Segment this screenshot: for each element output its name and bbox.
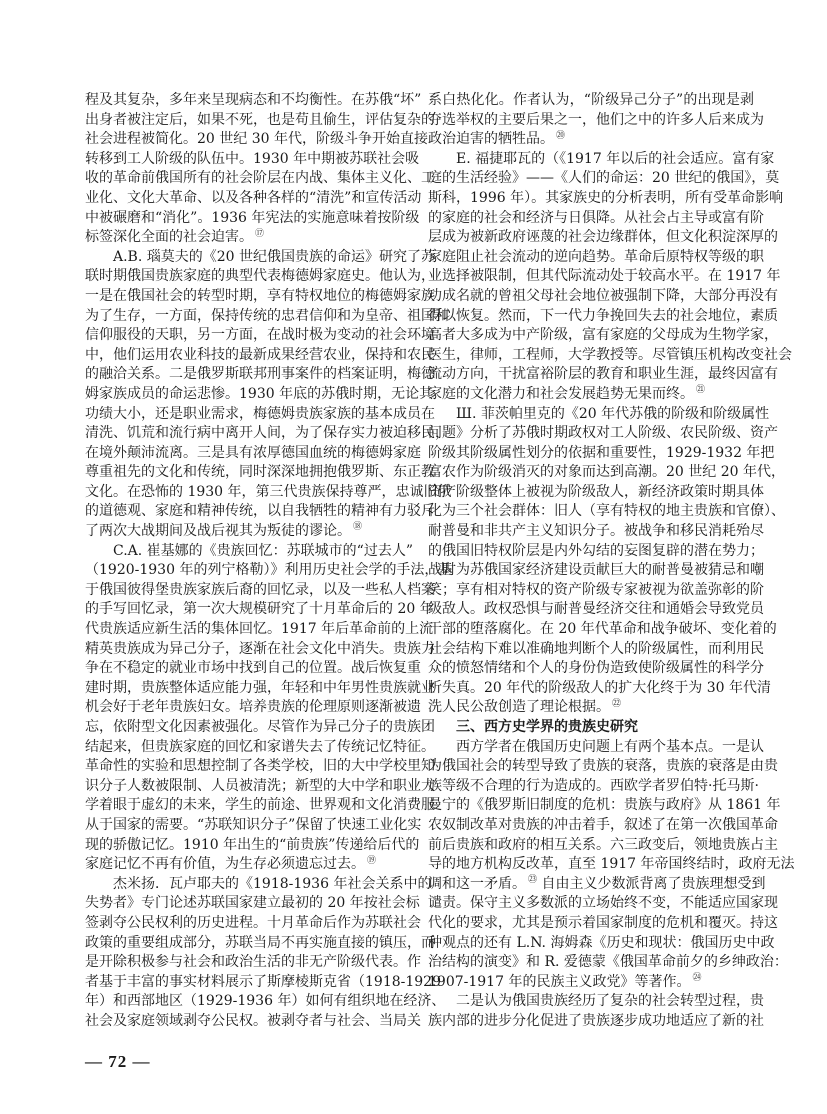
line-text: 标签深化全面的社会迫害。: [85, 229, 253, 246]
line-text: 是开除积极参与社会和政治生活的非无产阶级代表。作: [85, 954, 421, 971]
line-text: 尊重祖先的文化和传统，同时深深地拥抱俄罗斯、东正教: [85, 464, 435, 481]
left-column: [85, 91, 453, 1032]
line-text: 得以恢复。然而，下一代力争挽回失去的社会地位，素质: [428, 307, 778, 324]
text-line: [85, 463, 435, 483]
footnote-marker: ㉔: [692, 973, 702, 984]
text-line: [428, 346, 792, 366]
line-text: 农奴制改革对贵族的冲击着手，叙述了在第一次俄国革命: [428, 816, 778, 833]
text-line: [85, 248, 436, 268]
text-line: [85, 816, 422, 836]
line-text: 杰米扬．瓦卢耶夫的《1918-1936 年社会关系中的: [113, 875, 432, 892]
text-line: [428, 855, 795, 875]
text-line: [85, 169, 435, 189]
text-line: [428, 738, 764, 758]
text-line: [428, 914, 778, 934]
text-line: [85, 561, 453, 581]
text-line: [85, 424, 449, 444]
line-text: 导的地方机构反改革，直至 1917 年帝国终结时，政府无法: [428, 856, 795, 873]
text-line: [85, 502, 435, 522]
text-line: [428, 934, 775, 954]
text-line: [428, 130, 754, 150]
line-text: 笑；享有相对特权的资产阶级专家被视为欲盖弥彰的阶: [428, 581, 764, 598]
text-line: [428, 718, 754, 738]
line-text: 西方学者在俄国历史问题上有两个基本点。一是认: [456, 738, 764, 755]
line-text: 社会结构下难以准确地判断个人的阶级属性，而利用民: [428, 640, 764, 657]
text-line: [85, 953, 421, 973]
text-line: [428, 326, 778, 346]
line-text: 文化。在恐怖的 1930 年，第三代贵族保持尊严，忠诚旧俄: [85, 483, 452, 500]
line-text: 医生，律师，工程师，大学教授等。尽管镇压机构改变社会: [428, 346, 792, 363]
text-line: [428, 267, 781, 287]
line-text: 为了生存，一方面，保持传统的忠君信仰和为皇帝、祖国和: [85, 307, 449, 324]
line-text: 的俄国旧特权阶层是内外勾结的妄图复辟的潜在势力；: [428, 542, 764, 559]
text-line: [85, 640, 435, 660]
line-text: 自由主义少数派背离了贵族理想受到: [541, 875, 766, 892]
text-line: [85, 385, 434, 405]
footnote-marker: ⑳: [556, 130, 566, 141]
footnote-marker: ⑱: [353, 522, 363, 533]
line-text: 众的愤怒情绪和个人的身份伪造致使阶级属性的科学分: [428, 660, 764, 677]
footnote-marker: ㉓: [528, 875, 538, 886]
text-line: [428, 698, 754, 718]
line-text: 斯科，1996 年）。其家族史的分析表明，所有受革命影响: [428, 189, 784, 206]
text-line: [428, 228, 778, 248]
line-text: 高者大多成为中产阶级，富有家庭的父母成为生物学家，: [428, 327, 778, 344]
line-text: 失势者》专门论述苏联国家建立最初的 20 年按社会标: [85, 895, 420, 912]
line-text: 社会进程被简化。20 世纪 30 年代，阶级斗争开始直接: [85, 131, 428, 148]
text-line: [85, 189, 422, 209]
text-line: [85, 209, 420, 229]
text-line: [85, 365, 435, 385]
line-text: 功绩大小，还是职业需求，梅德姆贵族家族的基本成员在: [85, 405, 435, 422]
text-line: [428, 953, 788, 973]
line-text: 清洗、饥荒和流行病中离开人间，为了保存实力被迫移民，: [85, 425, 449, 442]
line-text: 前后贵族和政府的相互关系。六三政变后，领地贵族占主: [428, 836, 778, 853]
text-line: [428, 640, 764, 660]
text-line: [428, 1012, 764, 1032]
line-text: 收的革命前俄国所有的社会阶层在内战、集体主义化、工: [85, 170, 435, 187]
line-text: A.B. 瑙莫夫的《20 世纪俄国贵族的命运》研究了苏: [113, 248, 436, 265]
line-text: 家庭记忆不再有价值，为生存必须遗忘过去。: [85, 856, 365, 873]
paragraph: [428, 738, 795, 993]
footnote-marker: ⑰: [255, 228, 265, 239]
text-line: [85, 679, 435, 699]
text-line: [428, 600, 764, 620]
line-text: 的家庭的社会和经济与日俱降。从社会占主导或富有阶: [428, 209, 764, 226]
text-line: [428, 287, 778, 307]
line-text: 一是在俄国社会的转型时期，享有特权地位的梅德姆家族: [85, 287, 435, 304]
text-line: [428, 483, 764, 503]
text-line: [85, 444, 421, 464]
text-line: [85, 698, 421, 718]
paragraph: [428, 405, 785, 719]
line-text: 中被碾磨和“消化”。1936 年宪法的实施意味着按阶级: [85, 209, 420, 226]
text-line: [428, 463, 785, 483]
paragraph: [85, 542, 453, 875]
text-line: [85, 777, 435, 797]
text-line: [428, 111, 764, 131]
text-line: [85, 620, 434, 640]
line-text: 干部的堕落腐化。在 20 年代革命和战争破坏、变化着的: [428, 621, 777, 638]
line-text: 出身者被注定后，如果不死，也是苟且偷生，评估复杂的: [85, 111, 435, 128]
line-text: 富农作为阶级消灭的对象而达到高潮。20 世纪 20 年代，: [428, 464, 785, 481]
text-line: [428, 405, 770, 425]
footnote-marker: ㉑: [696, 385, 706, 396]
footnote-marker: ㉒: [612, 698, 622, 709]
text-line: [428, 91, 754, 111]
line-text: 革命性的实验和思想控制了各类学校，旧的大中学校里知: [85, 758, 435, 775]
line-text: 政治迫害的牺牲品。: [428, 131, 554, 148]
text-line: [428, 561, 764, 581]
line-text: 签剥夺公民权利的历史进程。十月革命后作为苏联社会: [85, 914, 421, 931]
line-text: 的融洽关系。二是俄罗斯联邦刑事案件的档案证明，梅德: [85, 366, 435, 383]
text-line: [428, 875, 766, 895]
text-line: [428, 679, 771, 699]
line-text: E. 福捷耶瓦的（《1917 年以后的社会适应。富有家: [456, 150, 775, 167]
text-line: [428, 542, 764, 562]
text-line: [85, 718, 435, 738]
line-text: 族内部的进步分化促进了贵族逐步成功地适应了新的社: [428, 1012, 764, 1029]
line-text: 化为三个社会群体：旧人（享有特权的地主贵族和官僚）、: [428, 503, 785, 520]
text-line: [85, 287, 435, 307]
line-text: 庭的生活经验》——《人们的命运：20 世纪的俄国》，莫: [428, 170, 780, 187]
line-text: 中，他们运用农业科技的最新成果经营农业，保持和农民: [85, 346, 435, 363]
line-text: 析失真。20 年代的阶级敌人的扩大化终于为 30 年代清: [428, 679, 771, 696]
text-line: [428, 973, 754, 993]
text-line: [85, 326, 435, 346]
text-line: [428, 777, 759, 797]
line-text: 从于国家的需要。“苏联知识分子”保留了快速工业化实: [85, 816, 422, 833]
text-line: [85, 91, 422, 111]
text-line: [85, 150, 420, 170]
line-text: 家庭阻止社会流动的逆向趋势。革命后原特权等级的职: [428, 248, 764, 265]
text-line: [85, 973, 441, 993]
line-text: Ш. 菲茨帕里克的《20 年代苏俄的阶级和阶级属性: [456, 405, 770, 422]
line-text: 建时期，贵族整体适应能力强，年轻和中年男性贵族就业: [85, 679, 435, 696]
text-line: [85, 522, 411, 542]
text-line: [85, 914, 421, 934]
line-text: 年）和西部地区（1929-1936 年）如何有组织地在经济、: [85, 993, 446, 1010]
line-text: 战时为苏俄国家经济建设贡献巨大的耐普曼被猜忌和嘲: [428, 562, 764, 579]
line-text: 的道德观、家庭和精神传统，以自我牺牲的精神有力驳斥: [85, 503, 435, 520]
text-line: [428, 150, 775, 170]
text-line: [85, 934, 435, 954]
text-line: [428, 385, 754, 405]
line-text: 政策的重要组成部分，苏联当局不再实施直接的镇压，而: [85, 934, 435, 951]
line-text: 为俄国社会的转型导致了贵族的衰落，贵族的衰落是由贵: [428, 758, 778, 775]
line-text: 问题》分析了苏俄时期政权对工人阶级、农民阶级、资产: [428, 425, 778, 442]
line-text: 二是认为俄国贵族经历了复杂的社会转型过程，贵: [456, 993, 764, 1010]
line-text: 流动方向，干扰富裕阶层的教育和职业生涯，最终因富有: [428, 366, 778, 383]
line-text: 夺选举权的主要后果之一，他们之中的许多人后来成为: [428, 111, 764, 128]
text-line: [85, 581, 435, 601]
line-text: 争在不稳定的就业市场中找到自己的位置。战后恢复重: [85, 660, 421, 677]
paragraph: [428, 992, 764, 1031]
text-line: [428, 307, 778, 327]
line-text: 谴责。保守主义多数派的立场始终不变，不能适应国家现: [428, 895, 778, 912]
line-text: 代化的要求，尤其是预示着国家制度的危机和覆灭。持这: [428, 914, 778, 931]
text-line: [85, 228, 411, 248]
line-text: 代贵族适应新生活的集体回忆。1917 年后革命前的上流: [85, 621, 434, 638]
line-text: 家庭的文化潜力和社会发展趋势无果而终。: [428, 385, 694, 402]
line-text: 忘，依附型文化因素被强化。尽管作为异己分子的贵族团: [85, 719, 435, 735]
text-line: [85, 992, 446, 1012]
right-column: [428, 91, 795, 1032]
line-text: 在境外颠沛流离。三是具有浓厚德国血统的梅德姆家庭: [85, 444, 421, 461]
text-line: [428, 836, 778, 856]
text-line: [428, 620, 777, 640]
line-text: 现的骄傲记忆。1910 年出生的“前贵族”传递给后代的: [85, 836, 420, 853]
text-line: [85, 875, 432, 895]
line-text: 业选择被限制，但其代际流动处于较高水平。在 1917 年: [428, 268, 781, 285]
text-line: [428, 365, 778, 385]
line-text: 于俄国彼得堡贵族家族后裔的回忆录，以及一些私人档案: [85, 581, 435, 598]
text-line: [428, 502, 785, 522]
text-line: [85, 855, 411, 875]
section-heading: [428, 718, 754, 738]
text-line: [85, 483, 452, 503]
line-text: 识分子人数被限制、人员被清洗；新型的大中学和职业大: [85, 777, 435, 794]
text-line: [428, 581, 764, 601]
line-text: 三、西方史学界的贵族史研究: [456, 719, 638, 735]
text-line: [85, 836, 420, 856]
line-text: 洗人民公敌创造了理论根据。: [428, 699, 610, 716]
text-line: [428, 424, 778, 444]
line-text: 功成名就的曾祖父母社会地位被强制下降，大部分再没有: [428, 287, 778, 304]
line-text: 信仰服役的天职，另一方面，在战时极为变动的社会环境: [85, 327, 435, 344]
line-text: 调和这一矛盾。: [428, 875, 526, 892]
line-text: 机会好于老年贵族妇女。培养贵族的伦理原则逐渐被遗: [85, 699, 421, 716]
text-line: [85, 796, 435, 816]
text-line: [428, 796, 781, 816]
text-line: [428, 169, 780, 189]
line-text: 1907-1917 年的民族主义政党》等著作。: [428, 973, 691, 990]
line-text: 学着眼于虚幻的未来，学生的前途、世界观和文化消费服: [85, 797, 435, 814]
text-line: [85, 267, 435, 287]
text-line: [428, 816, 778, 836]
text-line: [428, 757, 778, 777]
line-text: 转移到工人阶级的队伍中。1930 年中期被苏联社会吸: [85, 150, 420, 167]
text-line: [85, 600, 434, 620]
text-line: [85, 659, 421, 679]
text-line: [428, 248, 764, 268]
text-line: [85, 307, 449, 327]
paragraph: [85, 248, 452, 542]
line-text: 精英贵族成为异己分子，逐渐在社会文化中消失。贵族力: [85, 640, 435, 657]
text-line: [85, 111, 435, 131]
text-line: [428, 444, 775, 464]
text-line: [428, 894, 778, 914]
line-text: 族等级不合理的行为造成的。西欧学者罗伯特·托马斯·: [428, 777, 759, 794]
line-text: 社会及家庭领域剥夺公民权。被剥夺者与社会、当局关: [85, 1012, 421, 1029]
line-text: 层成为被新政府诬蔑的社会边缘群体，但文化积淀深厚的: [428, 229, 778, 246]
text-line: [428, 189, 784, 209]
text-line: [85, 346, 435, 366]
line-text: C.A. 崔基娜的《贵族回忆：苏联城市的“过去人”: [113, 542, 413, 559]
text-line: [85, 130, 428, 150]
text-line: [428, 992, 764, 1012]
paragraph: [85, 91, 435, 248]
text-line: [85, 757, 435, 777]
paragraph: [428, 150, 792, 405]
text-line: [85, 894, 420, 914]
line-text: 业化、文化大革命、以及各种各样的“清洗”和宣传活动: [85, 189, 422, 206]
line-text: 种观点的还有 L.N. 海姆森《历史和现状：俄国历史中政: [428, 934, 775, 951]
line-text: 姆家族成员的命运悲惨。1930 年底的苏俄时期，无论其: [85, 385, 434, 402]
line-text: 阶级其阶级属性划分的依据和重要性，1929-1932 年把: [428, 444, 775, 461]
paragraph: [85, 875, 446, 1032]
line-text: 级敌人。政权恐惧与耐普曼经济交往和通婚会导致党员: [428, 601, 764, 618]
text-line: [85, 542, 411, 562]
text-line: [85, 738, 435, 758]
text-line: [428, 659, 764, 679]
line-text: 程及其复杂，多年来呈现病态和不均衡性。在苏俄“坏”: [85, 92, 422, 108]
text-line: [85, 1012, 421, 1032]
line-text: 资产阶级整体上被视为阶级敌人，新经济政策时期具体: [428, 483, 764, 500]
line-text: 治结构的演变》和 R. 爱德蒙《俄国革命前夕的乡绅政治：: [428, 954, 788, 971]
line-text: 者基于丰富的事实材料展示了斯摩棱斯克省（1918-1929: [85, 973, 441, 990]
paragraph: [428, 91, 764, 150]
line-text: 耐普曼和非共产主义知识分子。被战争和移民消耗殆尽: [428, 523, 764, 540]
line-text: 系白热化化。作者认为，“阶级异己分子”的出现是剥: [428, 92, 754, 108]
text-line: [428, 209, 764, 229]
line-text: 曼宁的《俄罗斯旧制度的危机：贵族与政府》从 1861 年: [428, 797, 781, 814]
line-text: 了两次大战期间及战后视其为叛徒的谬论。: [85, 523, 351, 540]
text-line: [428, 522, 764, 542]
text-line: [85, 405, 435, 425]
line-text: 结起来，但贵族家庭的回忆和家谱失去了传统记忆特征。: [85, 738, 435, 755]
line-text: 的手写回忆录，第一次大规模研究了十月革命后的 20 年: [85, 601, 434, 618]
line-text: 联时期俄国贵族家庭的典型代表梅德姆家庭史。他认为，: [85, 268, 435, 285]
page-number: — 72 —: [85, 1052, 151, 1071]
footnote-marker: ⑲: [367, 855, 377, 866]
line-text: （1920-1930 年的列宁格勒）》利用历史社会学的手法，基: [85, 562, 453, 579]
